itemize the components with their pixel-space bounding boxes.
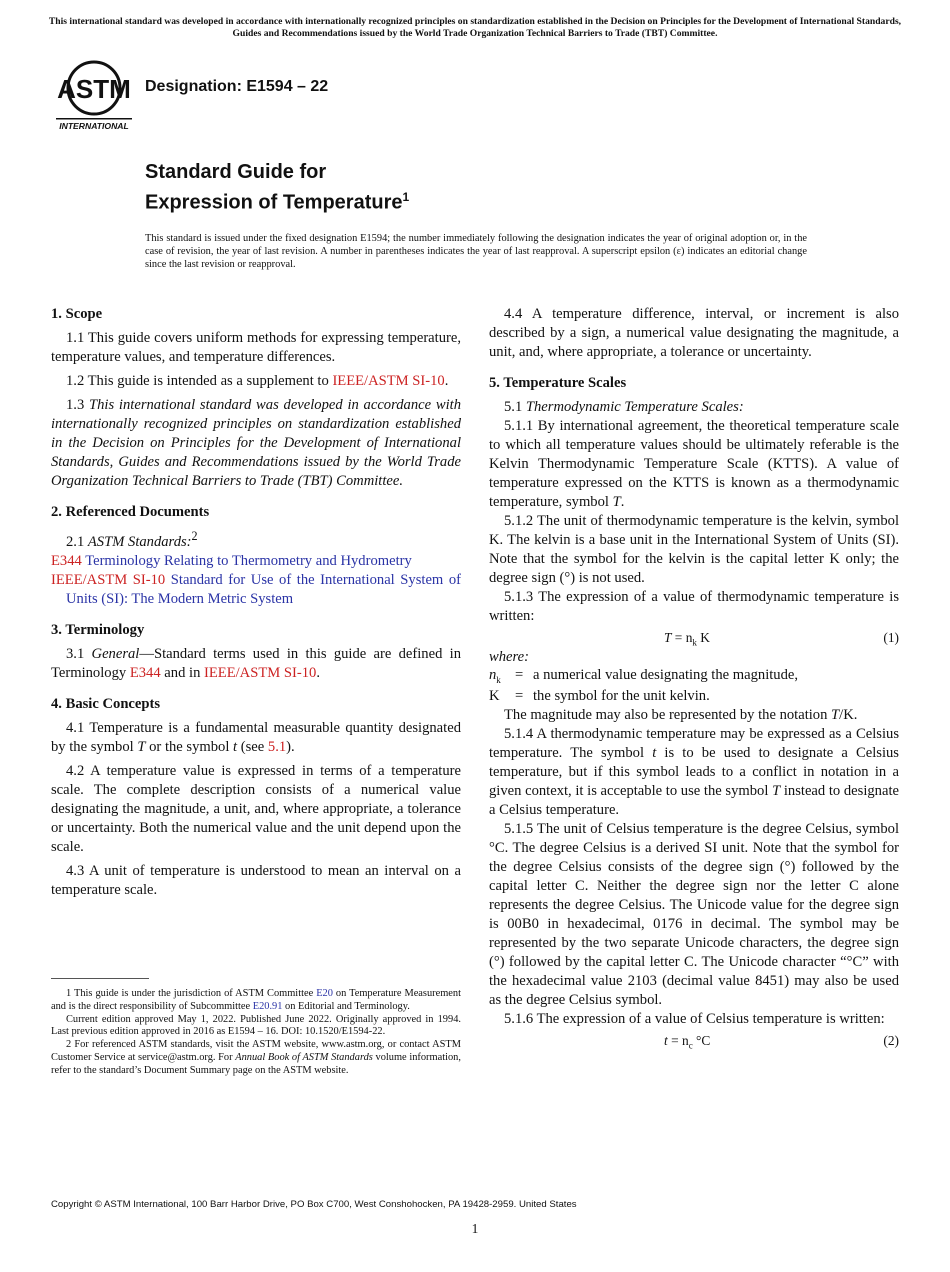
right-column (489, 305, 899, 1051)
paragraph: The magnitude may also be represented by the notation T/K. (504, 706, 858, 723)
definitions: $n_k$ = a numerical value designating the magnitude, K = the symbol for the unit kelvin. (489, 667, 899, 704)
paragraph: 4.4 A temperature difference, interval, or increment is also described by a sign, a numerical value designating the magnitude, a unit, and, where appropriate, a tolerance or uncertainty. (489, 306, 899, 360)
paragraph: 4.3 A unit of temperature is understood to mean an interval on a temperature scale. (51, 862, 461, 898)
definition-symbol: K (489, 687, 500, 704)
paragraph: 5.1.2 The unit of thermodynamic temperature is the kelvin, symbol K. The kelvin is a base unit in the International System of Units (SI). Note that the symbol for the kelvin is the capital letter K only; the degree sign (°) is not used. (489, 513, 899, 586)
astm-logo (52, 58, 136, 132)
paragraph: 1.2 This guide is intended as a supplement to IEEE/ASTM SI-10. (66, 373, 449, 389)
issued-note: This standard is issued under the fixed designation E1594; the number immediately following the designation indicates the year of original adoption or, in the case of revision, the year of last revision. A number in parentheses indicates the year of last reapproval. A superscript epsilon (ε) indicates an editorial change since the last revision or reapproval. (145, 233, 807, 270)
copyright: Copyright © ASTM International, 100 Barr Harbor Drive, PO Box C700, West Conshohocken, PA 19428-2959. United States (51, 1199, 577, 1210)
paragraph: 4.1 Temperature is a fundamental measurable quantity designated by the symbol T or the symbol t (see 5.1). (51, 719, 461, 755)
footnote: 1 This guide is under the jurisdiction of ASTM Committee E20 on Temperature Measurement and is the direct responsibility of Subcommittee E20.91 on Editorial and Terminology. (51, 988, 461, 1012)
logo-subtext: INTERNATIONAL (59, 121, 129, 131)
paragraph: 5.1.1 By international agreement, the theoretical temperature scale to which all temperature values should be ultimately referable is the Kelvin Thermodynamic Temperature Scale (KTTS). A value of temperature expressed on the KTTS is known as a thermodynamic temperature, symbol T. (489, 418, 899, 510)
e344-link[interactable]: E344 (129, 664, 161, 681)
footnote: Current edition approved May 1, 2022. Published June 2022. Originally approved in 1994. Last previous edition approved in 2016 as E1594 – 16. DOI: 10.1520/E1594-22. (51, 1013, 461, 1038)
paragraph: 5.1.5 The unit of Celsius temperature is the degree Celsius, symbol °C. The degree Celsius is a derived SI unit. Note that the symbol for the degree Celsius consists of the degree sign (°) followed by the capital letter C. Neither the degree sign nor the letter C alone represents the degree Celsius. The Unicode value for the degree sign is 00B0 in hexadecimal, 0176 in decimal. The symbol may be represented by the two separate Unicode characters, the degree sign (°) followed by the capital letter C. The Unicode character “°C” with the hexadecimal value 2103 (decimal value 8451) may also be used as the degree Celsius symbol. (489, 820, 899, 1008)
footnote-ref[interactable]: 2 (191, 529, 198, 543)
si10-link[interactable]: IEEE/ASTM SI-10 (51, 571, 166, 588)
title-line-1: Standard Guide for (145, 161, 327, 183)
e344-link[interactable]: E344 (51, 552, 82, 569)
definition-text: the symbol for the unit kelvin. (533, 687, 710, 704)
reference-entry (51, 552, 461, 571)
paragraph: 3.1 General—Standard terms used in this guide are defined in Terminology E344 and in IEEE/ASTM SI-10. (51, 645, 462, 681)
designation: Designation: E1594 – 22 (145, 78, 329, 95)
section-heading: 3. Terminology (51, 621, 145, 638)
e344-title-link[interactable]: Terminology Relating to Thermometry and Hydrometry (85, 552, 412, 569)
e20-link[interactable]: E20 (316, 988, 333, 999)
equation-body: $T = n_k$ K (664, 630, 710, 648)
equation-1 (489, 626, 899, 648)
tbt-notice: This international standard was developed in accordance with internationally recognized principles on standardization established in the Decision on Principles for the Development of International Standards, Guides and Recommendations issued by the World Trade Organization Technical Barriers to Trade (TBT) Committee. (48, 16, 902, 39)
equation-2 (489, 1029, 899, 1051)
document-title (145, 160, 409, 216)
equation-number: (2) (883, 1032, 899, 1048)
equation-number: (1) (883, 630, 899, 645)
section-5-1-link[interactable]: 5.1 (267, 738, 287, 755)
title-footnote-ref[interactable]: 1 (402, 190, 410, 204)
paragraph: 5.1.6 The expression of a value of Celsius temperature is written: (504, 1010, 885, 1027)
paragraph: 5.1 Thermodynamic Temperature Scales: (504, 399, 744, 415)
equation-body: $t = n_c$ °C (664, 1032, 711, 1051)
paragraph: 1.3 This international standard was developed in accordance with internationally recognized principles on standardization established in the Decision on Principles for the Development of International Standards, Guides and Recommendations issued by the World Trade Organization Technical Barriers to Trade (TBT) Committee. (51, 397, 462, 489)
paragraph: 2.1 ASTM Standards:$^2$ (66, 529, 198, 550)
footnote: 2 For referenced ASTM standards, visit the ASTM website, www.astm.org, or contact ASTM Customer Service at service@astm.org. For Annual Book of ASTM Standards volume information, refer to the standard’s Document Summary page on the ASTM website. (51, 1039, 461, 1076)
page-number: 1 (471, 1221, 479, 1236)
reference-entry (51, 571, 461, 609)
section-heading: 2. Referenced Documents (51, 504, 210, 520)
section-heading: 4. Basic Concepts (51, 695, 161, 712)
section-heading: 1. Scope (51, 306, 103, 322)
left-column (51, 305, 461, 900)
section-heading: 5. Temperature Scales (489, 375, 627, 391)
footnotes (51, 988, 461, 1078)
title-line-2: Expression of Temperature$^1$ (145, 190, 410, 214)
definition-symbol: $n_k$ (489, 667, 501, 685)
where-label: where: (489, 649, 529, 665)
paragraph: 5.1.4 A thermodynamic temperature may be expressed as a Celsius temperature. The symbol t is to be used to designate a Celsius temperature, but if this symbol leads to a conflict in notation in a given context, it is acceptable to use the symbol T instead to designate a Celsius temperature. (489, 725, 899, 818)
logo-text: ASTM (57, 74, 131, 104)
si10-title-link[interactable]: Standard for Use of the International System of Units (SI): The Modern Metric System (66, 571, 461, 607)
paragraph: 1.1 This guide covers uniform methods for expressing temperature, temperature values, and temperature differences. (51, 330, 461, 365)
e20-91-link[interactable]: E20.91 (252, 1000, 283, 1012)
footnote-divider (51, 978, 149, 979)
ieee-si10-link[interactable]: IEEE/ASTM SI-10 (332, 373, 445, 389)
si10-link[interactable]: IEEE/ASTM SI-10 (204, 664, 317, 681)
definition-text: a numerical value designating the magnitude, (533, 667, 799, 683)
paragraph: 5.1.3 The expression of a value of thermodynamic temperature is written: (489, 589, 899, 624)
paragraph: 4.2 A temperature value is expressed in terms of a temperature scale. The complete description consists of a numerical value designating the magnitude, a unit, and, where appropriate, a tolerance or uncertainty. Both the numerical value and the unit depend upon the scale. (51, 762, 461, 855)
